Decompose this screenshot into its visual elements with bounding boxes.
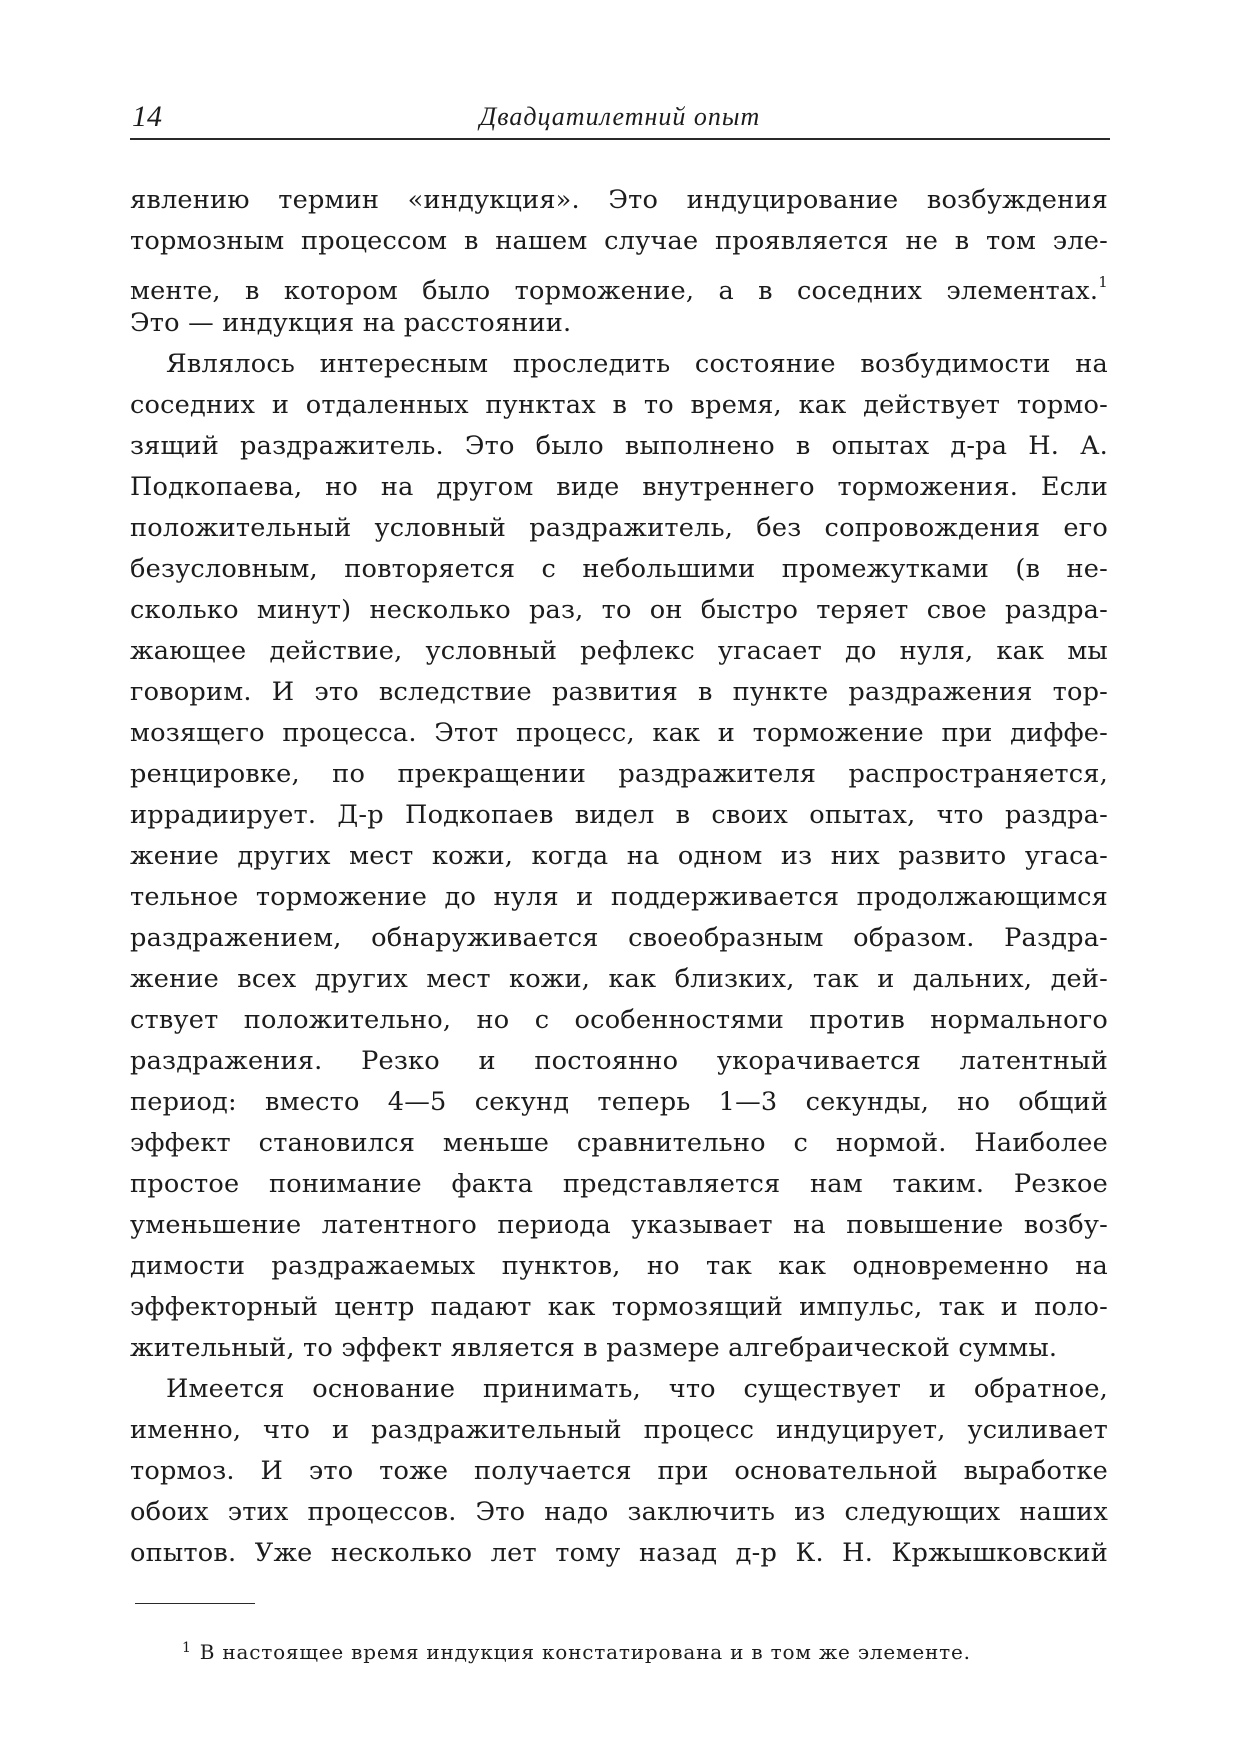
running-head xyxy=(130,98,1110,140)
text-line: Это — индукция на расстоянии. xyxy=(130,308,572,338)
text-line: сколько минут) несколько раз, то он быстро теряет свое раздра- xyxy=(130,595,1108,625)
text-line: положительный условный раздражитель, без сопровождения его xyxy=(130,513,1108,543)
text-line: говорим. И это вследствие развития в пункте раздражения тор- xyxy=(130,677,1108,707)
text-line: тормозным процессом в нашем случае проявляется не в том эле- xyxy=(130,226,1108,256)
footnote-number: 1 xyxy=(182,1640,192,1656)
text-line: зящий раздражитель. Это было выполнено в опытах д-ра Н. А. xyxy=(130,431,1108,461)
text-line: жение других мест кожи, когда на одном из них развито угаса- xyxy=(130,841,1108,871)
text-line: безусловным, повторяется с небольшими промежутками (в не- xyxy=(130,554,1108,584)
text-line: жение всех других мест кожи, как близких, так и дальних, дей- xyxy=(130,964,1108,994)
text-line: Подкопаева, но на другом виде внутреннего торможения. Если xyxy=(130,472,1108,502)
footnote-text: В настоящее время индукция констатирована и в том же элементе. xyxy=(199,1640,971,1664)
text-line: жающее действие, условный рефлекс угасает до нуля, как мы xyxy=(130,636,1108,666)
footnote-marker: 1 xyxy=(1098,273,1108,291)
text-line: раздражением, обнаруживается своеобразным образом. Раздра- xyxy=(130,923,1108,953)
text-line-content: менте, в котором было торможение, а в соседних элементах. xyxy=(130,276,1099,306)
text-line: соседних и отдаленных пунктах в то время, как действует тормо- xyxy=(130,390,1108,420)
text-line: тормоз. И это тоже получается при основательной выработке xyxy=(130,1456,1108,1486)
text-line: тельное торможение до нуля и поддерживается продолжающимся xyxy=(130,882,1108,912)
text-line: ренцировке, по прекращении раздражителя распространяется, xyxy=(130,759,1108,789)
text-line: уменьшение латентного периода указывает на повышение возбу- xyxy=(130,1210,1108,1240)
footnote-divider xyxy=(135,1603,255,1604)
text-line: мозящего процесса. Этот процесс, как и торможение при диффе- xyxy=(130,718,1108,748)
text-line: период: вместо 4—5 секунд теперь 1—3 секунды, но общий xyxy=(130,1087,1108,1117)
text-line: раздражения. Резко и постоянно укорачивается латентный xyxy=(130,1046,1108,1076)
footnote xyxy=(182,1633,971,1667)
running-title: Двадцатилетний опыт xyxy=(479,102,761,131)
body-text xyxy=(130,180,1108,1574)
text-line: именно, что и раздражительный процесс индуцирует, усиливает xyxy=(130,1415,1108,1445)
text-line: явлению термин «индукция». Это индуцирование возбуждения xyxy=(130,185,1108,215)
text-line: жительный, то эффект является в размере алгебраической суммы. xyxy=(130,1333,1058,1363)
text-line: иррадиирует. Д-р Подкопаев видел в своих опытах, что раздра- xyxy=(130,800,1108,830)
text-line: ствует положительно, но с особенностями против нормального xyxy=(130,1005,1108,1035)
text-line: димости раздражаемых пунктов, но так как одновременно на xyxy=(130,1251,1108,1281)
text-line: простое понимание факта представляется нам таким. Резкое xyxy=(130,1169,1108,1199)
text-line: обоих этих процессов. Это надо заключить из следующих наших xyxy=(130,1497,1108,1527)
text-line-with-footnote xyxy=(130,262,1108,306)
text-line: опытов. Уже несколько лет тому назад д-р К. Н. Кржышковский xyxy=(130,1538,1108,1568)
text-line: Имеется основание принимать, что существует и обратное, xyxy=(166,1374,1108,1404)
page-number: 14 xyxy=(132,100,162,133)
text-line: эффекторный центр падают как тормозящий импульс, так и поло- xyxy=(130,1292,1108,1322)
text-line: Являлось интересным проследить состояние возбудимости на xyxy=(166,349,1108,379)
text-line: эффект становился меньше сравнительно с нормой. Наиболее xyxy=(130,1128,1108,1158)
